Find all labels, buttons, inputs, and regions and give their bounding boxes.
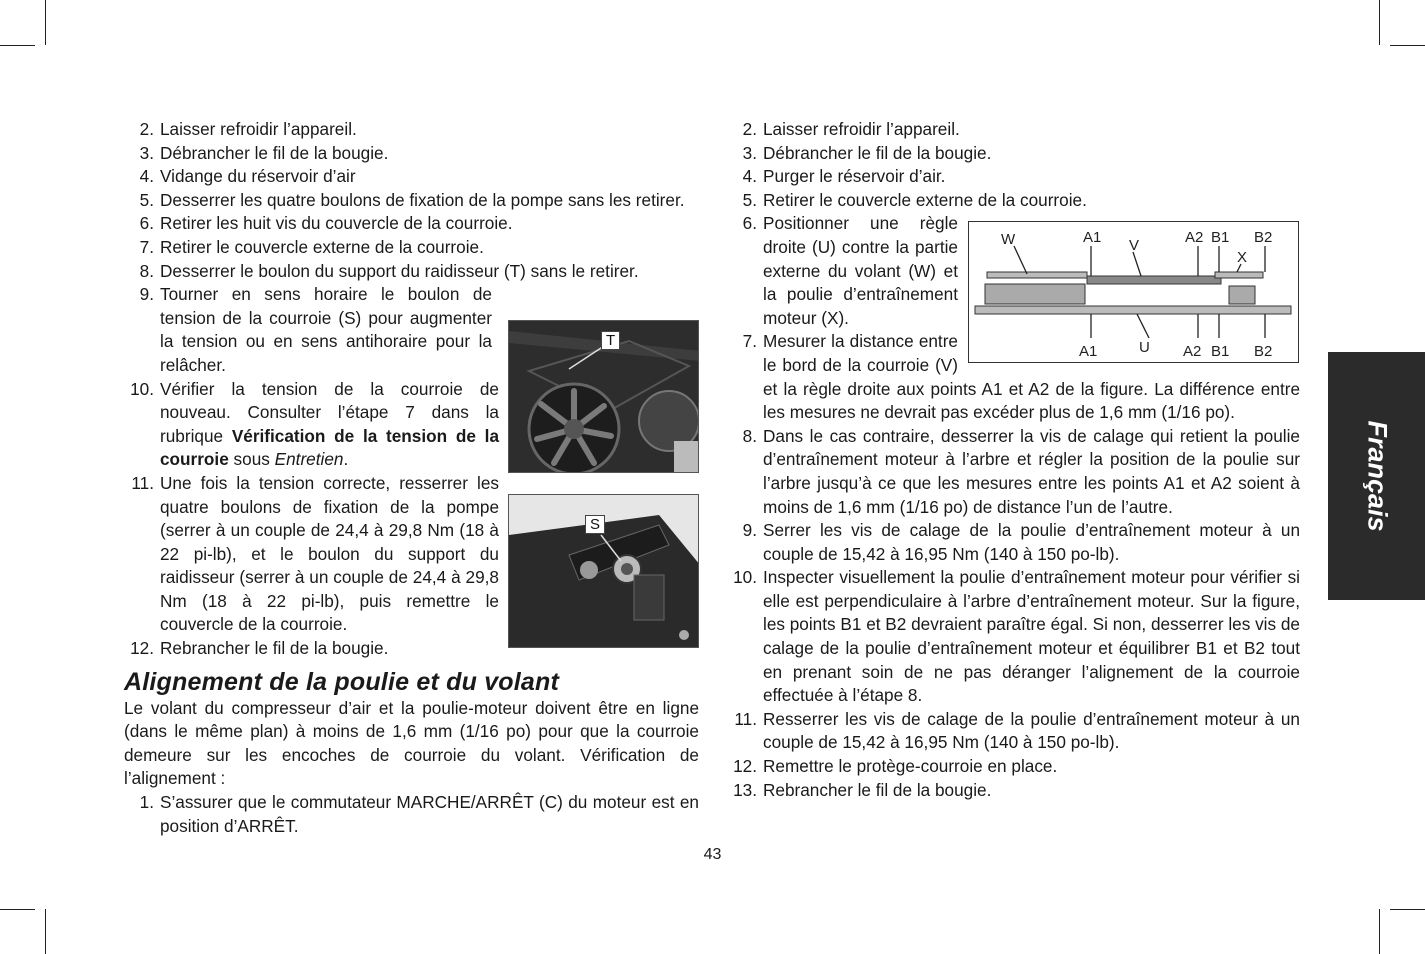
item-text: Débrancher le fil de la bougie. (160, 142, 389, 163)
list-item (727, 118, 1300, 142)
diagram-label-a1-top: A1 (1083, 229, 1102, 246)
item-text: Desserrer les quatre boulons de fixation de la pompe sans les retirer. (160, 189, 685, 210)
photo-tension-bolt (508, 494, 699, 648)
item-number: 11. (734, 708, 757, 729)
item-number: 3. (742, 142, 757, 163)
item-number: 8. (742, 425, 757, 446)
diagram-label-b2-top: B2 (1254, 229, 1273, 246)
item-number: 13. (733, 779, 757, 800)
item-number: 6. (139, 213, 154, 234)
item-text: S’assurer que le commutateur MARCHE/ARRÊT (C) du moteur est en position d’ARRÊT. (160, 792, 699, 836)
list-item (727, 425, 1300, 519)
item-text: Rebrancher le fil de la bougie. (763, 779, 992, 800)
item-number: 11. (131, 472, 154, 493)
language-tab-label: Français (1362, 420, 1393, 532)
list-item (727, 708, 1300, 755)
list-item (124, 236, 699, 260)
item-text: sous (228, 449, 275, 470)
item-text: Une fois la tension correcte, resserrer les quatre boulons de fixation de la pompe (serrer à un couple de 24,4 à 29,8 Nm (18 à 22 pi-lb), et le boulon du support du raidisseur (serrer à un couple de 24,4 à 29,8 Nm (18 à 22 pi-lb), puis remettre le couvercle de la courroie. (160, 472, 499, 635)
alignment-diagram-svg (969, 222, 1298, 362)
item-text: Vérifier la tension de la courroie de nouveau. Consulter l’étape 7 dans la rubrique (160, 378, 499, 446)
item-text: Serrer les vis de calage de la poulie d’entraînement moteur à un couple de 15,42 à 16,95 Nm (140 à 150 po-lb). (763, 520, 1300, 564)
diagram-label-a2-top: A2 (1185, 229, 1204, 246)
label-t: T (601, 331, 620, 350)
item-number: 9. (742, 520, 757, 541)
item-text: Retirer le couvercle externe de la courroie. (763, 189, 1087, 210)
item-number: 1. (139, 792, 154, 813)
list-item (124, 118, 699, 142)
item-text: Dans le cas contraire, desserrer la vis de calage qui retient la poulie d’entraînement moteur à l’arbre et régler la position de la poulie sur l’arbre jusqu’à ce que les mesures entre les points A1 et A2 soient à moins de 1,6 mm (1/16 po) de distance l’un de l’autre. (763, 425, 1300, 517)
item-number: 7. (139, 236, 154, 257)
list-item (727, 566, 1300, 708)
list-item (124, 142, 699, 166)
item-number: 12. (733, 756, 757, 777)
list-item (727, 779, 1300, 803)
crop-mark (0, 45, 35, 46)
item-text: Purger le réservoir d’air. (763, 166, 946, 187)
photo-belt-stiffener (508, 320, 699, 473)
section-title: Alignement de la poulie et du volant (124, 667, 560, 696)
left-column (124, 118, 699, 838)
diagram-label-a2-bottom: A2 (1183, 343, 1202, 360)
item-number: 6. (742, 213, 757, 234)
list-item (727, 519, 1300, 566)
item-italic-text: Entretien (274, 449, 344, 470)
alignment-diagram (968, 221, 1299, 363)
flywheel-rim (987, 272, 1087, 278)
crop-mark (0, 909, 35, 910)
item-text: Tourner en sens horaire le boulon de tension de la courroie (S) pour augmenter la tension ou en sens antihoraire pour la relâcher. (160, 284, 492, 375)
item-bold-text: Vérification de la tension de la courroie (160, 425, 500, 470)
item-number: 10. (733, 567, 757, 588)
item-number: 9. (139, 284, 154, 305)
diagram-label-u: U (1139, 339, 1150, 356)
item-number: 4. (742, 166, 757, 187)
crop-mark (45, 0, 46, 45)
page-number: 43 (703, 846, 722, 863)
item-text: Laisser refroidir l’appareil. (160, 119, 357, 139)
item-number: 2. (742, 119, 757, 139)
item-text: Laisser refroidir l’appareil. (763, 119, 960, 139)
item-number: 7. (742, 331, 757, 352)
item-number: 4. (139, 166, 154, 187)
crop-mark (1390, 909, 1425, 910)
list-item (124, 212, 699, 236)
item-text: Remettre le protège-courroie en place. (763, 756, 1058, 777)
item-text: Mesurer la distance entre le bord de la courroie (V) et la règle droite aux points A1 et A2 de la figure. La différence entre les mesures ne devrait pas excéder plus de 1,6 mm (1/16 po). (763, 331, 1300, 423)
item-text: Rebrancher le fil de la bougie. (160, 638, 389, 659)
diagram-label-b1-bottom: B1 (1211, 343, 1230, 360)
item-number: 10. (130, 378, 154, 399)
diagram-label-b2-bottom: B2 (1254, 343, 1273, 360)
section-paragraph: Le volant du compresseur d’air et la poulie-moteur doivent être en ligne (dans le même plan) à moins de 1,6 mm (1/16 po) pour que la courroie demeure sur les encoches de courroie du volant. Vérification de l’alignement : (124, 697, 699, 789)
list-item (124, 472, 499, 637)
item-number: 12. (130, 638, 154, 659)
item-text: Inspecter visuellement la poulie d’entraînement moteur pour vérifier si elle est perpendiculaire à l’arbre d’entraînement moteur. Sur la figure, les points B1 et B2 devraient paraître égal. Si non, desserrer les vis de calage de la poulie d’entraînement moteur et équilibrer B1 et B2 tout en prenant soin de ne pas déranger l’alignement de la courroie effectuée à l’étape 8. (763, 567, 1300, 706)
list-item (124, 260, 699, 284)
item-text: Retirer les huit vis du couvercle de la courroie. (160, 213, 513, 234)
label-s: S (585, 515, 605, 534)
list-item (124, 189, 699, 213)
list-item (124, 378, 499, 472)
diagram-label-a1-bottom: A1 (1079, 343, 1098, 360)
item-text: Resserrer les vis de calage de la poulie d’entraînement moteur à un couple de 15,42 à 16,95 Nm (140 à 150 po-lb). (763, 708, 1300, 753)
list-item (727, 755, 1300, 779)
diagram-label-w: W (1001, 231, 1016, 248)
item-text: Positionner une règle droite (U) contre la partie externe du volant (W) et la poulie d’entraînement moteur (X). (763, 213, 958, 328)
item-number: 8. (139, 260, 154, 281)
crop-mark (1379, 0, 1380, 45)
item-number: 5. (139, 189, 154, 210)
pulley-rim (1215, 272, 1263, 278)
list-item (124, 283, 492, 377)
item-number: 5. (742, 189, 757, 210)
diagram-label-x: X (1237, 249, 1248, 266)
item-number: 2. (139, 119, 154, 139)
belt-shape (1087, 276, 1221, 284)
item-text: Vidange du réservoir d’air (160, 166, 356, 187)
item-text: Débrancher le fil de la bougie. (763, 142, 992, 163)
list-item (727, 189, 1300, 213)
diagram-label-b1-top: B1 (1211, 229, 1230, 246)
straight-edge (975, 306, 1291, 314)
list-item (124, 165, 699, 189)
list-item (727, 142, 1300, 166)
item-text: . (343, 449, 349, 470)
item-number: 3. (139, 142, 154, 163)
item-text: Desserrer le boulon du support du raidisseur (T) sans le retirer. (160, 260, 639, 281)
list-item (124, 791, 699, 838)
crop-mark (1379, 909, 1380, 954)
crop-mark (1390, 45, 1425, 46)
list-item (727, 165, 1300, 189)
list-item (727, 212, 958, 330)
language-tab (1328, 352, 1425, 600)
flywheel-hub (985, 284, 1085, 304)
crop-mark (45, 909, 46, 954)
pulley-hub (1229, 286, 1255, 304)
item-text: Retirer le couvercle externe de la courroie. (160, 236, 484, 257)
diagram-label-v: V (1129, 237, 1140, 254)
